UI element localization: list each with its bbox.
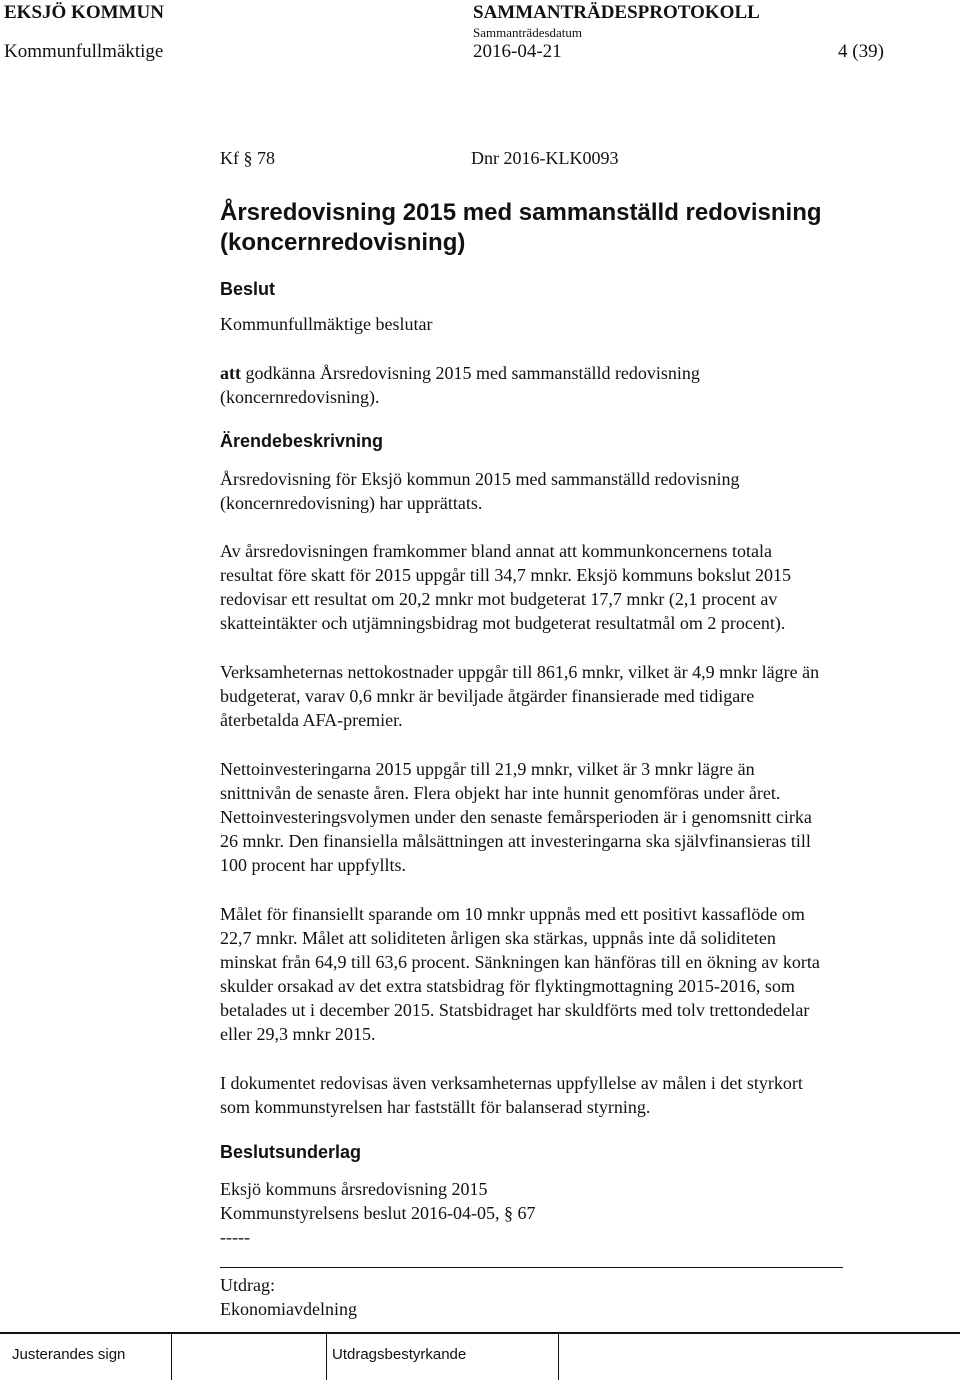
underlag-heading: Beslutsunderlag: [220, 1142, 362, 1162]
text-line: 100 procent har uppfyllts.: [220, 855, 406, 875]
footer-top-rule: [0, 1332, 960, 1334]
text-line: Av årsredovisningen framkommer bland annat att kommunkoncernens totala: [220, 541, 773, 561]
footer-separator: [171, 1334, 172, 1380]
text-line: minskat från 64,9 till 63,6 procent. Sänkningen kan hänföras till en ökning av korta: [220, 952, 820, 972]
text-line: Nettoinvesteringsvolymen under den senaste femårsperioden är i genomsnitt cirka: [220, 807, 812, 827]
arende-paragraph: [220, 539, 920, 635]
beslut-text: [220, 361, 920, 409]
text-line: eller 29,3 mnkr 2015.: [220, 1024, 376, 1044]
text-line: skatteintäkter och utjämningsbidrag mot budgeterat resultatmål om 2 procent).: [220, 613, 786, 633]
text-line: 22,7 mnkr. Målet att soliditeten årligen ska stärkas, uppnås inte då soliditeten: [220, 928, 776, 948]
utdrag-recipient: Ekonomiavdelning: [220, 1299, 357, 1319]
beslut-heading: Beslut: [220, 279, 276, 299]
text-line: skulder orsakad av det extra statsbidrag för flyktingmottagning 2015-2016, som: [220, 976, 795, 996]
footer-separator: [326, 1334, 327, 1380]
text-line: betalades ut i december 2015. Statsbidraget har skuldförts med tolv trettondedelar: [220, 1000, 810, 1020]
meeting-date: 2016-04-21: [473, 41, 562, 62]
arende-heading: Ärendebeskrivning: [220, 431, 384, 451]
underlag-list: [220, 1177, 920, 1249]
text-line: Nettoinvesteringarna 2015 uppgår till 21,9 mnkr, vilket är 3 mnkr lägre än: [220, 759, 755, 779]
arende-paragraph: [220, 902, 920, 1046]
text-line: 26 mnkr. Den finansiella målsättningen att investeringarna ska självfinansieras till: [220, 831, 811, 851]
beslut-line: [220, 361, 920, 385]
text-line: (koncernredovisning) har upprättats.: [220, 493, 483, 513]
utdrag-label: Utdrag:: [220, 1275, 275, 1295]
paragraph-number: Kf § 78: [220, 148, 275, 168]
underlag-item: -----: [220, 1227, 250, 1247]
underlag-item: Eksjö kommuns årsredovisning 2015: [220, 1179, 488, 1199]
underlag-item: Kommunstyrelsens beslut 2016-04-05, § 67: [220, 1203, 536, 1223]
text-line: Målet för finansiellt sparande om 10 mnkr uppnås med ett positivt kassaflöde om: [220, 904, 805, 924]
text-line: snittnivån de senaste åren. Flera objekt har inte hunnit genomföras under året.: [220, 783, 781, 803]
utdrag-divider: [220, 1267, 843, 1268]
arende-paragraph: [220, 660, 920, 732]
text-line: som kommunstyrelsen har fastställt för balanserad styrning.: [220, 1097, 651, 1117]
doc-type: SAMMANTRÄDESPROTOKOLL: [473, 2, 760, 23]
text-line: Årsredovisning för Eksjö kommun 2015 med sammanställd redovisning: [220, 469, 740, 489]
text-line: budgeterat, varav 0,6 mnkr är beviljade åtgärder finansierade med tidigare: [220, 686, 755, 706]
justerandes-sign-label: Justerandes sign: [12, 1346, 126, 1363]
utdrag-block: [220, 1273, 920, 1321]
diary-number: Dnr 2016-KLK0093: [471, 148, 619, 168]
case-title: Årsredovisning 2015 med sammanställd redovisning (koncernredovisning): [220, 199, 822, 256]
beslut-intro: Kommunfullmäktige beslutar: [220, 314, 433, 334]
arende-paragraph: [220, 467, 920, 515]
text-line: I dokumentet redovisas även verksamheternas uppfyllelse av målen i det styrkort: [220, 1073, 803, 1093]
arende-paragraph: [220, 1071, 920, 1119]
date-label: Sammanträdesdatum: [473, 25, 583, 40]
meeting-body: Kommunfullmäktige: [4, 41, 164, 62]
footer-separator: [558, 1334, 559, 1380]
text-line: Verksamheternas nettokostnader uppgår till 861,6 mnkr, vilket är 4,9 mnkr lägre än: [220, 662, 820, 682]
beslut-line: (koncernredovisning).: [220, 387, 380, 407]
utdragsbestyrkande-label: Utdragsbestyrkande: [332, 1346, 467, 1363]
beslut-line-text: godkänna Årsredovisning 2015 med sammanställd redovisning: [245, 363, 700, 383]
arende-paragraph: [220, 757, 920, 877]
text-line: redovisar ett resultat om 20,2 mnkr mot budgeterat 17,7 mnkr (2,1 procent av: [220, 589, 778, 609]
page-number: 4 (39): [838, 41, 884, 62]
org-name: EKSJÖ KOMMUN: [4, 2, 164, 23]
text-line: resultat före skatt för 2015 uppgår till 34,7 mnkr. Eksjö kommuns bokslut 2015: [220, 565, 791, 585]
text-line: återbetalda AFA-premier.: [220, 710, 403, 730]
att-keyword: att: [220, 363, 241, 383]
